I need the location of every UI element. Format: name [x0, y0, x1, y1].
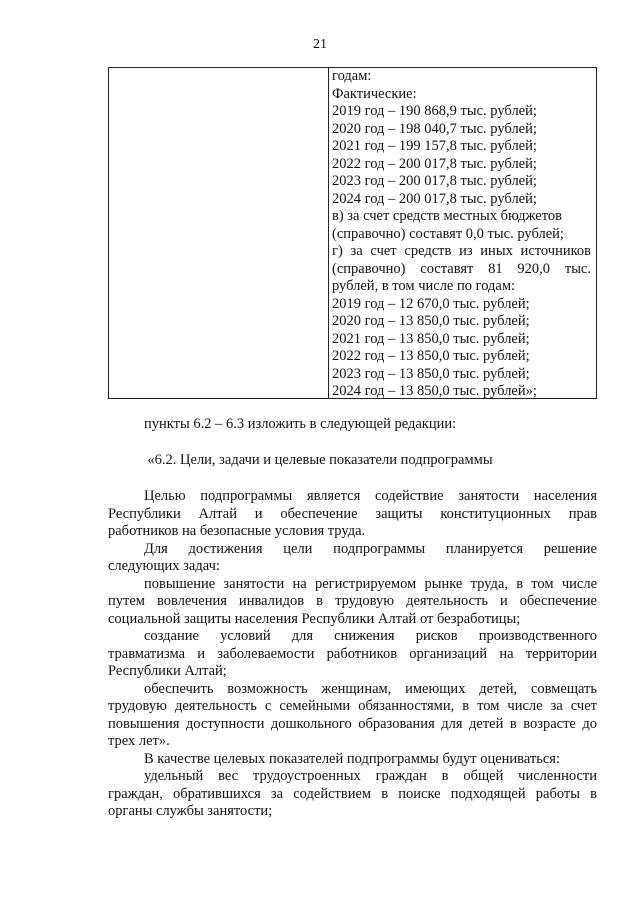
paragraph-line: Республики Алтай;	[108, 663, 227, 679]
paragraph	[108, 541, 597, 576]
paragraph-line: Для достижения цели подпрограммы планируется решение	[144, 540, 597, 557]
table-funding-cell	[329, 68, 596, 398]
table-line: 2023 год – 13 850,0 тыс. рублей;	[332, 365, 530, 382]
table-line: 2021 год – 13 850,0 тыс. рублей;	[332, 330, 530, 347]
paragraph-line: трех лет».	[108, 733, 170, 749]
table-line: (справочно) составят 0,0 тыс. рублей;	[332, 225, 564, 242]
page-number: 21	[313, 37, 327, 52]
paragraph-line: травматизма и заболеваемости работников организаций на территории	[108, 645, 597, 662]
paragraph-line: удельный вес трудоустроенных граждан в общей численности	[144, 768, 597, 784]
table-empty-cell	[109, 68, 329, 398]
table-line: 2021 год – 199 157,8 тыс. рублей;	[332, 138, 537, 154]
paragraph-line: следующих задач:	[108, 558, 220, 574]
table-line: в) за счет средств местных бюджетов	[332, 208, 562, 224]
paragraph-line: В качестве целевых показателей подпрограммы будут оцениваться:	[144, 750, 560, 767]
paragraph-line: граждан, обратившихся за содействием в поиске подходящей работы в	[108, 785, 597, 802]
paragraph	[108, 488, 597, 541]
paragraph	[108, 681, 597, 751]
table-line: г) за счет средств из иных источников	[332, 243, 591, 259]
paragraph	[108, 751, 597, 769]
paragraph-line: работников на безопасные условия труда.	[108, 523, 366, 539]
table-line: годам:	[332, 68, 372, 84]
table-line: 2020 год – 198 040,7 тыс. рублей;	[332, 120, 537, 137]
table-line: (справочно) составят 81 920,0 тыс.	[332, 260, 591, 277]
table-line: 2024 год – 13 850,0 тыс. рублей»;	[332, 383, 537, 399]
paragraph-line: органы службы занятости;	[108, 803, 273, 819]
table-line: 2019 год – 190 868,9 тыс. рублей;	[332, 103, 537, 119]
table-line: 2022 год – 200 017,8 тыс. рублей;	[332, 155, 537, 172]
paragraph-line: повышение занятости на регистрируемом рынке труда, в том числе	[144, 575, 597, 592]
table-line: рублей, в том числе по годам:	[332, 278, 516, 294]
funding-table	[108, 67, 597, 399]
table-line: 2019 год – 12 670,0 тыс. рублей;	[332, 295, 530, 312]
paragraph	[108, 768, 597, 821]
intro-paragraph	[108, 416, 597, 434]
intro-line: пункты 6.2 – 6.3 изложить в следующей редакции:	[144, 416, 457, 432]
table-line: 2023 год – 200 017,8 тыс. рублей;	[332, 173, 537, 189]
paragraph-line: повышения доступности дошкольного образования для детей в возрасте до	[108, 715, 597, 732]
table-line: 2024 год – 200 017,8 тыс. рублей;	[332, 190, 537, 207]
table-line: 2020 год – 13 850,0 тыс. рублей;	[332, 313, 530, 329]
paragraph	[108, 576, 597, 629]
paragraph	[108, 628, 597, 681]
table-line: 2022 год – 13 850,0 тыс. рублей;	[332, 348, 530, 364]
paragraph-line: путем вовлечения инвалидов в трудовую деятельность и обеспечение	[108, 593, 597, 609]
paragraph-line: Республики Алтай и обеспечение защиты конституционных прав	[108, 505, 597, 522]
paragraph-line: обеспечить возможность женщинам, имеющих детей, совмещать	[144, 680, 597, 697]
paragraph-line: создание условий для снижения рисков производственного	[144, 628, 597, 644]
paragraph-line: Целью подпрограммы является содействие занятости населения	[144, 488, 597, 504]
table-line: Фактические:	[332, 85, 417, 102]
paragraph-line: трудовую деятельность с семейными обязанностями, в том числе за счет	[108, 698, 597, 714]
body-paragraphs	[108, 488, 597, 821]
section-heading: «6.2. Цели, задачи и целевые показатели подпрограммы	[147, 452, 493, 468]
paragraph-line: социальной защиты населения Республики Алтай от безработицы;	[108, 610, 521, 627]
